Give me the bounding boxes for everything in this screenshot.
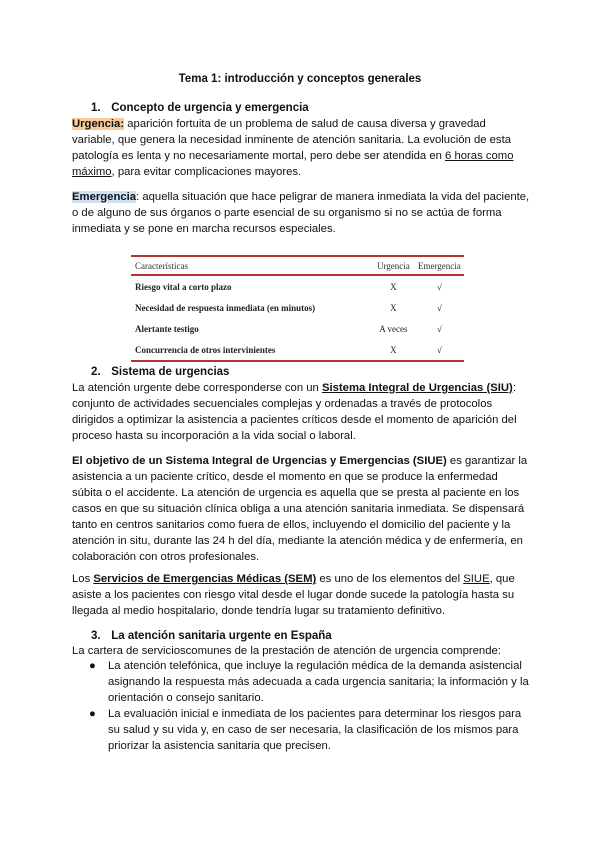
urgencia-term: Urgencia:	[72, 118, 125, 130]
siue-text: es garantizar la asistencia a un paciente crítico, desde el momento en que se produce la enfermedad súbita o el accidente. La atención de urgencia es aquella que se presta al paciente en los casos en que su situación clínica obliga a una atención sanitaria inmediata. Se dispensará tanto en centros sanitarios como fuera de ellos, incluyendo el domicilio del paciente y la atención in situ, durante las 24 h del día, mediante la atención médica y de enfermería, en colaboración con otros profesionales.	[72, 455, 528, 563]
emergencia-definition	[72, 189, 530, 237]
services-list	[72, 658, 530, 754]
siu-term: Sistema Integral de Urgencias (SIU)	[321, 382, 513, 394]
row-label: Riesgo vital a corto plazo	[135, 282, 232, 292]
siue-link-text: SIUE	[463, 573, 490, 585]
row-emergencia-value: √	[413, 339, 464, 361]
siue-term: El objetivo de un Sistema Integral de Urgencias y Emergencias (SIUE)	[72, 455, 447, 467]
section-title: La atención sanitaria urgente en España	[111, 630, 332, 642]
sem-term: Servicios de Emergencias Médicas (SEM)	[93, 573, 317, 585]
characteristics-table	[131, 255, 464, 362]
row-urgencia-value: X	[390, 282, 397, 292]
header-caracteristicas: Características	[131, 256, 372, 275]
row-emergencia-value: √	[436, 282, 442, 292]
sem-paragraph	[72, 571, 530, 619]
table-header-row	[131, 256, 464, 275]
bullet-icon: ●	[89, 708, 96, 720]
row-emergencia-value: √	[436, 324, 442, 334]
page-title: Tema 1: introducción y conceptos generales	[178, 73, 422, 85]
section-number: 1.	[91, 102, 101, 114]
row-urgencia-value: A veces	[379, 324, 408, 334]
emergencia-term: Emergencia	[72, 191, 137, 203]
row-urgencia-value: X	[372, 339, 413, 361]
row-urgencia-value: X	[390, 303, 397, 313]
sem-text-a: Los	[72, 573, 94, 585]
section-number: 2.	[91, 366, 101, 378]
list-item	[72, 706, 530, 754]
siu-text-c: : conjunto de actividades secuenciales complejas y ordenadas a través de protocolos dirigidos a optimizar la asistencia a pacientes críticos desde el momento de aparición del proceso hasta su incorporación a la vida social o laboral.	[72, 382, 517, 442]
urgencia-text-b: , para evitar complicaciones mayores.	[111, 166, 302, 178]
siu-paragraph	[72, 380, 530, 444]
sem-text-c: es uno de los elementos del	[316, 573, 464, 585]
section-3-heading	[91, 628, 332, 644]
emergencia-text: : aquella situación que hace peligrar de manera inmediata la vida del paciente, o de alguno de sus órganos o parte esencial de su organismo si no se actúa de forma inmediata y se pone en marcha recursos especiales.	[72, 191, 530, 235]
row-label: Necesidad de respuesta inmediata (en minutos)	[135, 303, 316, 313]
row-emergencia-value: √	[436, 303, 442, 313]
table-row	[131, 297, 464, 318]
row-label: Concurrencia de otros intervinientes	[131, 339, 372, 361]
row-label: Alertante testigo	[135, 324, 199, 334]
list-item-text: La evaluación inicial e inmediata de los pacientes para determinar los riesgos para su salud y su vida y, en caso de ser necesaria, la clasificación de los mismos para priorizar la asistencia sanitaria que precisen.	[108, 708, 522, 752]
section-title: Sistema de urgencias	[111, 366, 230, 378]
table-row	[131, 275, 464, 297]
s3-intro: La cartera de servicioscomunes de la prestación de atención de urgencia comprende:	[72, 645, 501, 657]
siue-paragraph	[72, 453, 530, 565]
header-urgencia: Urgencia	[372, 256, 413, 275]
urgencia-text-a: aparición fortuita de un problema de salud de causa diversa y gravedad variable, que genera la necesidad inminente de atención sanitaria. La evolución de esta patología es lenta y no necesariamente mortal, pero debe ser atendida en	[72, 118, 511, 162]
urgencia-definition	[72, 116, 530, 180]
list-item-text: La atención telefónica, que incluye la regulación médica de la demanda asistencial asignando la respuesta más adecuada a cada urgencia sanitaria; la información y la orientación o consejo sanitario.	[108, 660, 529, 704]
section-title: Concepto de urgencia y emergencia	[111, 102, 309, 114]
section-2-heading	[91, 364, 229, 380]
header-emergencia: Emergencia	[413, 256, 464, 275]
urgencia-underlined: 6 horas como máximo	[72, 150, 514, 178]
section-number: 3.	[91, 630, 101, 642]
table-row	[131, 318, 464, 339]
list-item	[72, 658, 530, 706]
section-1-heading	[91, 100, 309, 116]
table-row	[131, 339, 464, 361]
siu-text-a: La atención urgente debe corresponderse con un	[72, 382, 322, 394]
sem-text-e: , que asiste a los pacientes con riesgo vital desde el lugar donde sucede la patología hasta su llegada al medio hospitalario, donde tendría lugar su tratamiento definitivo.	[72, 573, 515, 617]
bullet-icon: ●	[89, 660, 96, 672]
